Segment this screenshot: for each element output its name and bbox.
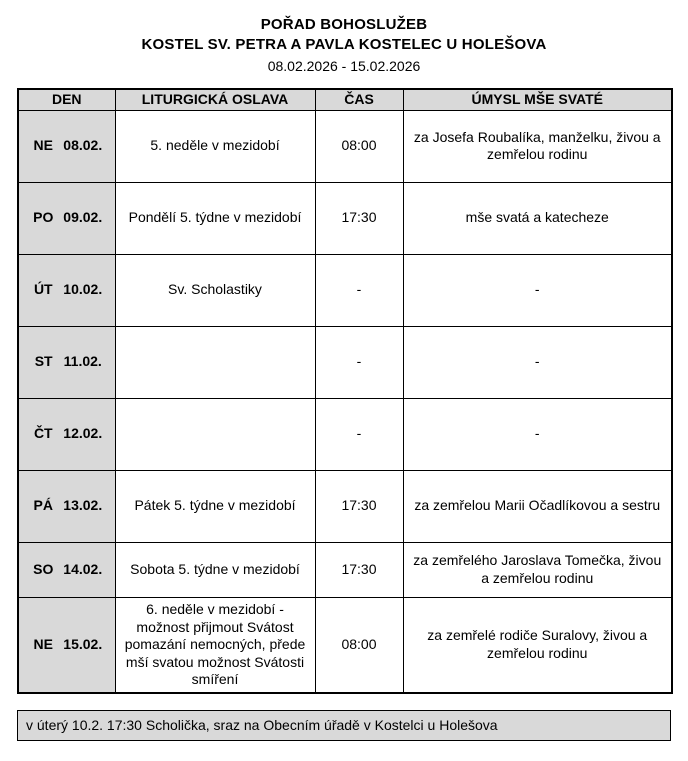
liturgical-celebration-cell: Pondělí 5. týdne v mezidobí bbox=[115, 182, 315, 254]
title-block bbox=[17, 16, 671, 74]
table-row bbox=[18, 110, 672, 182]
intention-cell: za Josefa Roubalíka, manželku, živou a zemřelou rodinu bbox=[403, 110, 672, 182]
document-title: POŘAD BOHOSLUŽEB bbox=[260, 16, 428, 33]
day-cell bbox=[18, 326, 115, 398]
day-date: 13.02. bbox=[63, 497, 103, 514]
liturgical-celebration-cell: 6. neděle v mezidobí - možnost přijmout Svátost pomazání nemocných, přede mší svatou možnost Svátosti smíření bbox=[115, 597, 315, 693]
liturgical-celebration-cell bbox=[115, 398, 315, 470]
table-row bbox=[18, 182, 672, 254]
day-cell bbox=[18, 398, 115, 470]
document-subtitle: KOSTEL SV. PETRA A PAVLA KOSTELEC U HOLEŠOVA bbox=[141, 36, 547, 53]
table-row bbox=[18, 542, 672, 597]
day-cell bbox=[18, 542, 115, 597]
column-header-oslava: LITURGICKÁ OSLAVA bbox=[115, 89, 315, 110]
table-row bbox=[18, 470, 672, 542]
day-date: 10.02. bbox=[63, 281, 103, 298]
day-date: 12.02. bbox=[63, 425, 103, 442]
day-abbreviation: ST bbox=[34, 353, 53, 370]
time-cell: 17:30 bbox=[315, 542, 403, 597]
table-row bbox=[18, 254, 672, 326]
day-cell bbox=[18, 182, 115, 254]
table-row bbox=[18, 398, 672, 470]
column-header-umysl: ÚMYSL MŠE SVATÉ bbox=[403, 89, 672, 110]
liturgical-celebration-cell bbox=[115, 326, 315, 398]
day-abbreviation: PÁ bbox=[33, 497, 53, 514]
liturgical-celebration-cell: Sv. Scholastiky bbox=[115, 254, 315, 326]
day-date: 14.02. bbox=[63, 560, 103, 577]
day-abbreviation: NE bbox=[33, 636, 53, 652]
schedule-table bbox=[17, 88, 673, 694]
time-cell: - bbox=[315, 254, 403, 326]
day-abbreviation: NE bbox=[33, 137, 53, 154]
intention-cell: za zemřelou Marii Očadlíkovou a sestru bbox=[403, 470, 672, 542]
schedule-body bbox=[18, 110, 672, 693]
day-cell bbox=[18, 254, 115, 326]
time-cell: - bbox=[315, 326, 403, 398]
day-abbreviation: PO bbox=[33, 209, 54, 226]
table-row bbox=[18, 326, 672, 398]
column-header-den: DEN bbox=[18, 89, 115, 110]
footer-note: v úterý 10.2. 17:30 Scholička, sraz na Obecním úřadě v Kostelci u Holešova bbox=[17, 710, 671, 741]
time-cell: 17:30 bbox=[315, 470, 403, 542]
header-row bbox=[18, 89, 672, 110]
liturgical-celebration-cell: 5. neděle v mezidobí bbox=[115, 110, 315, 182]
day-abbreviation: SO bbox=[33, 560, 54, 577]
table-row bbox=[18, 597, 672, 693]
day-cell bbox=[18, 597, 115, 693]
liturgical-celebration-cell: Pátek 5. týdne v mezidobí bbox=[115, 470, 315, 542]
date-range: 08.02.2026 - 15.02.2026 bbox=[267, 58, 421, 74]
intention-cell: - bbox=[403, 326, 672, 398]
intention-cell: mše svatá a katecheze bbox=[403, 182, 672, 254]
day-abbreviation: ČT bbox=[33, 425, 53, 442]
day-date: 11.02. bbox=[63, 353, 102, 370]
time-cell: - bbox=[315, 398, 403, 470]
day-date: 08.02. bbox=[63, 137, 103, 154]
day-date: 15.02. bbox=[63, 636, 103, 652]
intention-cell: za zemřelé rodiče Suralovy, živou a zemřelou rodinu bbox=[403, 597, 672, 693]
time-cell: 17:30 bbox=[315, 182, 403, 254]
intention-cell: - bbox=[403, 254, 672, 326]
time-cell: 08:00 bbox=[315, 597, 403, 693]
intention-cell: - bbox=[403, 398, 672, 470]
column-header-cas: ČAS bbox=[315, 89, 403, 110]
day-cell bbox=[18, 110, 115, 182]
liturgical-celebration-cell: Sobota 5. týdne v mezidobí bbox=[115, 542, 315, 597]
day-date: 09.02. bbox=[63, 209, 103, 226]
schedule-header bbox=[18, 89, 672, 110]
day-abbreviation: ÚT bbox=[33, 281, 53, 298]
day-cell bbox=[18, 470, 115, 542]
time-cell: 08:00 bbox=[315, 110, 403, 182]
intention-cell: za zemřelého Jaroslava Tomečka, živou a zemřelou rodinu bbox=[403, 542, 672, 597]
